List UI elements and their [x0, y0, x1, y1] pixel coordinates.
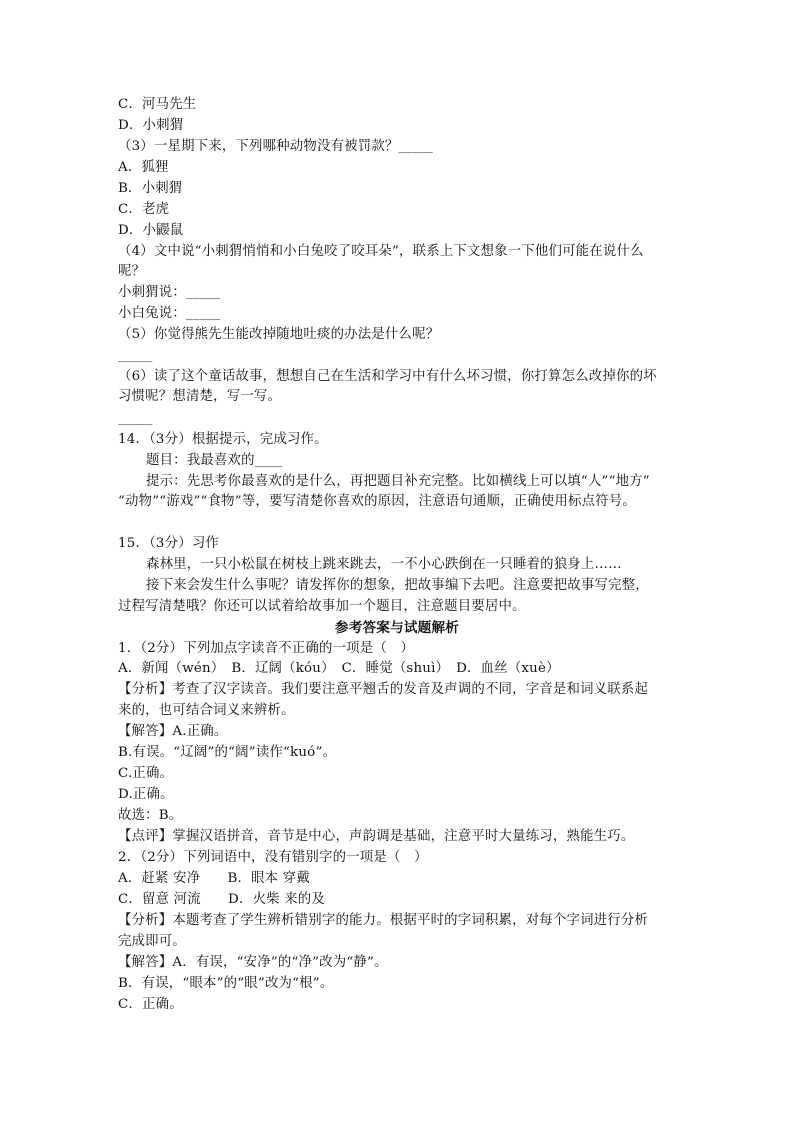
answer-1-solution-d: D.正确。 [118, 787, 174, 802]
answer-1-question: 1．（2分）下列加点字读音不正确的一项是（ ） [118, 641, 415, 656]
answer-1-choice: 故选：B。 [118, 808, 183, 823]
answer-2-question: 2．（2分）下列词语中，没有错别字的一项是（ ） [118, 850, 428, 865]
q15-prompt-line3: 过程写清楚哦？你还可以试着给故事加一个题目，注意题目要居中。 [118, 599, 526, 614]
answer-1-solution-b: B.有误。“辽阔”的“阔”读作“kuó”。 [118, 745, 337, 760]
q15-prompt-line1: 森林里，一只小松鼠在树枝上跳来跳去，一不小心跌倒在一只睡着的狼身上…… [146, 557, 622, 572]
question-5-blank: _____ [118, 348, 153, 363]
answer-2-solution-c: C．正确。 [118, 997, 183, 1012]
q15-prompt-line2: 接下来会发生什么事呢？请发挥你的想象，把故事编下去吧。注意要把故事写完整， [146, 578, 649, 593]
answer-2-options-cd: C．留意 河流 D．火柴 来的及 [118, 892, 325, 907]
answer-2-options-ab: A．赶紧 安净 B．眼本 穿戴 [118, 871, 310, 886]
answer-2-analysis-line1: 【分析】本题考查了学生辨析错别字的能力。根据平时的字词积累，对每个字词进行分析 [118, 913, 649, 928]
option-d: D．小鼹鼠 [118, 223, 184, 238]
answer-1-analysis-line1: 【分析】考查了汉字读音。我们要注意平翘舌的发音及声调的不同，字音是和词义联系起 [118, 682, 649, 697]
option-a: A．狐狸 [118, 160, 169, 175]
answer-2-solution-b: B．有误，“眼本”的“眼”改为“根”。 [118, 976, 334, 991]
question-4-line2: 呢？ [118, 264, 146, 279]
answer-1-comment: 【点评】掌握汉语拼音，音节是中心，声韵调是基础，注意平时大量练习，熟能生巧。 [118, 829, 635, 844]
q14-hint-line2: “动物”“游戏”“食物”等，要写清楚你喜欢的原因，注意语句通顺，正确使用标点符号。 [118, 494, 636, 509]
question-15: 15．（3分）习作 [118, 536, 220, 551]
question-3: （3）一星期下来，下列哪种动物没有被罚款？_____ [118, 139, 434, 154]
answers-heading: 参考答案与试题解析 [334, 620, 460, 636]
rabbit-says: 小白兔说：_____ [118, 306, 221, 321]
option-d-hedgehog: D．小刺猬 [118, 118, 184, 133]
answer-1-analysis-line2: 来的，也可结合词义来辨析。 [118, 703, 295, 718]
question-6-line2: 习惯呢？想清楚，写一写。 [118, 389, 282, 404]
question-5: （5）你觉得熊先生能改掉随地吐痰的办法是什么呢？ [118, 327, 440, 342]
option-b: B．小刺猬 [118, 181, 183, 196]
answer-1-options: A．新闻（wén） B．辽阔（kóu） C．睡觉（shuì） D．血丝（xuè） [118, 661, 560, 676]
question-14: 14．（3分）根据提示，完成习作。 [118, 432, 328, 447]
question-6-blank: _____ [118, 411, 153, 426]
question-4-line1: （4）文中说“小刺猬悄悄和小白兔咬了咬耳朵”，联系上下文想象一下他们可能在说什么 [118, 244, 644, 259]
q14-title: 题目：我最喜欢的____ [146, 453, 283, 468]
q14-hint-line1: 提示：先思考你最喜欢的是什么，再把题目补充完整。比如横线上可以填“人”“地方” [146, 474, 650, 489]
question-6-line1: （6）读了这个童话故事，想想自己在生活和学习中有什么坏习惯，你打算怎么改掉你的坏 [118, 369, 657, 384]
answer-1-solution-c: C.正确。 [118, 766, 174, 781]
answer-2-analysis-line2: 完成即可。 [118, 934, 186, 949]
answer-1-solution-a: 【解答】A.正确。 [118, 724, 228, 739]
option-c: C．老虎 [118, 202, 170, 217]
hedgehog-says: 小刺猬说：_____ [118, 285, 221, 300]
option-c-hippo: C．河马先生 [118, 97, 197, 112]
answer-2-solution-a: 【解答】A．有误，“安净”的“净”改为“静”。 [118, 955, 388, 970]
